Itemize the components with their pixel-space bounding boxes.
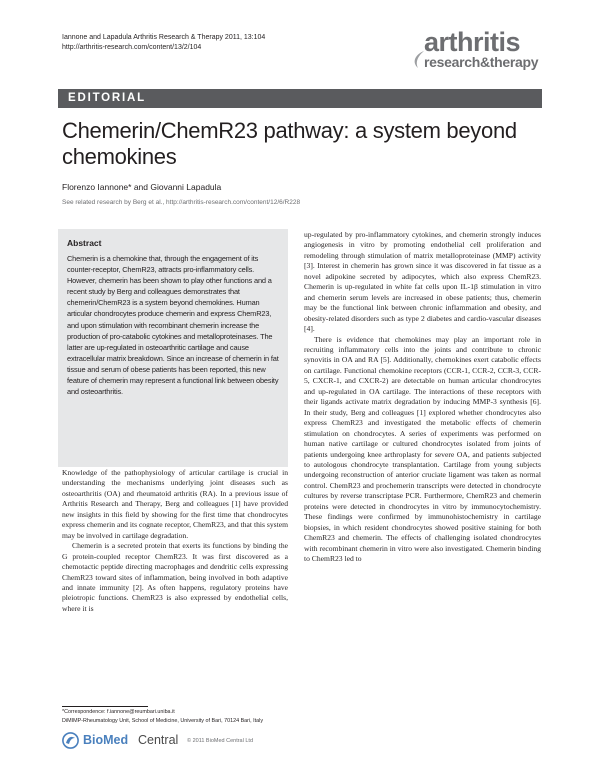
footnote-divider [62, 706, 148, 707]
body-column-right [304, 230, 541, 565]
article-type-banner [58, 89, 542, 108]
body-paragraph: up-regulated by pro-inflammatory cytokines, and chemerin strongly induces angiogenesis in vitro by promoting endothelial cell proliferation and remodeling through stimulation of matrix metalloproteinase (MMP) activity [3]. Interest in chemerin has grown since it was discovered in fat tissue as a novel adipokine secreted by adipocytes, which also express ChemR23. Chemerin is up-regulated in white fat cells upon IL-1β stimulation in vitro and chemerin serum levels are increased in obese patients; thus, chemerin may be the functional link between chronic inflammation and obesity, and obesity-related disorders such as type 2 diabetes and cardio-vascular diseases [4]. [304, 230, 541, 334]
author-affiliation: DiMIMP-Rheumatology Unit, School of Medicine, University of Bari, 70124 Bari, Italy [62, 718, 264, 724]
article-url[interactable]: http://arthritis-research.com/content/13/2/104 [62, 44, 202, 51]
publisher-name-rest: Central [138, 733, 179, 747]
article-authors: Florenzo Iannone* and Giovanni Lapadula [62, 182, 222, 192]
biomed-central-icon [62, 732, 79, 749]
article-type-label: EDITORIAL [68, 92, 146, 104]
citation-header [62, 33, 265, 53]
body-paragraph: Knowledge of the pathophysiology of articular cartilage is crucial in understanding the mechanisms underlying joint diseases such as osteoarthritis (OA) and rheumatoid arthritis (RA). In a previous issue of Arthritis Research and Therapy, Berg and colleagues [1] have provided new insights in this field by showing for the first time that chondrocytes express chemerin and its cognate receptor, ChemR23, and that this system may be involved in cartilage degradation. [62, 468, 288, 540]
copyright-notice: © 2011 BioMed Central Ltd [187, 738, 254, 744]
body-paragraph: Chemerin is a secreted protein that exerts its functions by binding the G protein-coupled receptor ChemR23. It was first discovered as a chemotactic peptide directing macrophages and dendritic cells expressing ChemR23 toward sites of inflammation, being involved in both adaptive and innate immunity [2]. As often happens, regulatory proteins have pleiotropic functions. ChemR23 is also expressed by endothelial cells, where it is [62, 541, 288, 613]
correspondence-email[interactable]: *Correspondence: f.iannone@reumbari.uniba.it [62, 709, 175, 715]
body-column-left [62, 468, 288, 614]
abstract-heading: Abstract [67, 238, 102, 248]
journal-logo [412, 27, 537, 75]
related-research-link[interactable]: See related research by Berg et al., http://arthritis-research.com/content/12/6/R228 [62, 199, 301, 206]
citation-line: Iannone and Lapadula Arthritis Research & Therapy 2011, 13:104 [62, 34, 266, 41]
logo-word-research-therapy: research&therapy [424, 54, 539, 70]
logo-word-arthritis: arthritis [424, 27, 521, 57]
body-paragraph: There is evidence that chemokines may play an important role in recruiting inflammatory cells into the joints and contribute to chronic synovitis in OA and RA [5]. Additionally, chemokines exert catabolic effects on cartilage. Functional chemokine receptors (CCR-1, CCR-2, CCR-3, CCR-5, CXCR-1, and CXCR-2) are detectable on human articular chondrocytes and up-regulated in OA cartilage. The interactions of these receptors with their ligands activate matrix degradation by inducing MMP-3 synthesis [6]. In their study, Berg and colleagues [1] explored whether chondrocytes also express ChemR23 and investigated the metabolic effects of chemerin stimulation on chondrocytes. A series of experiments was performed on human native cartilage or cultured chondrocytes isolated from joints of patients undergoing knee arthroplasty for severe OA, and patients subjected to autologous chondrocyte transplantation. Cartilage from young subjects undergoing reconstruction of anterior cruciate ligament was taken as normal control. ChemR23 and prochemerin transcripts were detected in chondrocyte cultures by reverse transcriptase PCR. Furthermore, ChemR23 and chemerin proteins were detected in chondrocytes in vitro by immunocytochemistry. These findings were confirmed by immunohistochemistry in cartilage biopsies, in which resident chondrocytes showed positive staining for both ChemR23 and chemerin. The effects of challenging isolated chondrocytes with recombinant chemerin in vitro were also investigated. Chemerin binding to ChemR23 led to [304, 334, 541, 564]
publisher-name-bold: BioMed [83, 733, 129, 747]
article-title: Chemerin/ChemR23 pathway: a system beyond chemokines [62, 118, 517, 169]
abstract-box [58, 229, 288, 467]
footnote [62, 708, 302, 726]
abstract-text: Chemerin is a chemokine that, through the engagement of its counter-receptor, ChemR23, attracts pro-inflammatory cells. However, chemerin has been shown to play other functions and a recent study by Berg and colleagues demonstrates that chemerin/ChemR23 is a system beyond chemokines. Human articular chondrocytes produce chemerin and express ChemR23, and upon stimulation with recombinant chemerin increase the production of pro-catabolic cytokines and metalloproteinases. The latter are up-regulated in osteoarthritic cartilage and cause extracellular matrix breakdown. Since an increase of chemerin in fat tissue and serum of obese patients has been reported, this new feature of chemerin may represent a functional link between obesity and osteoarthritis. [67, 254, 279, 397]
